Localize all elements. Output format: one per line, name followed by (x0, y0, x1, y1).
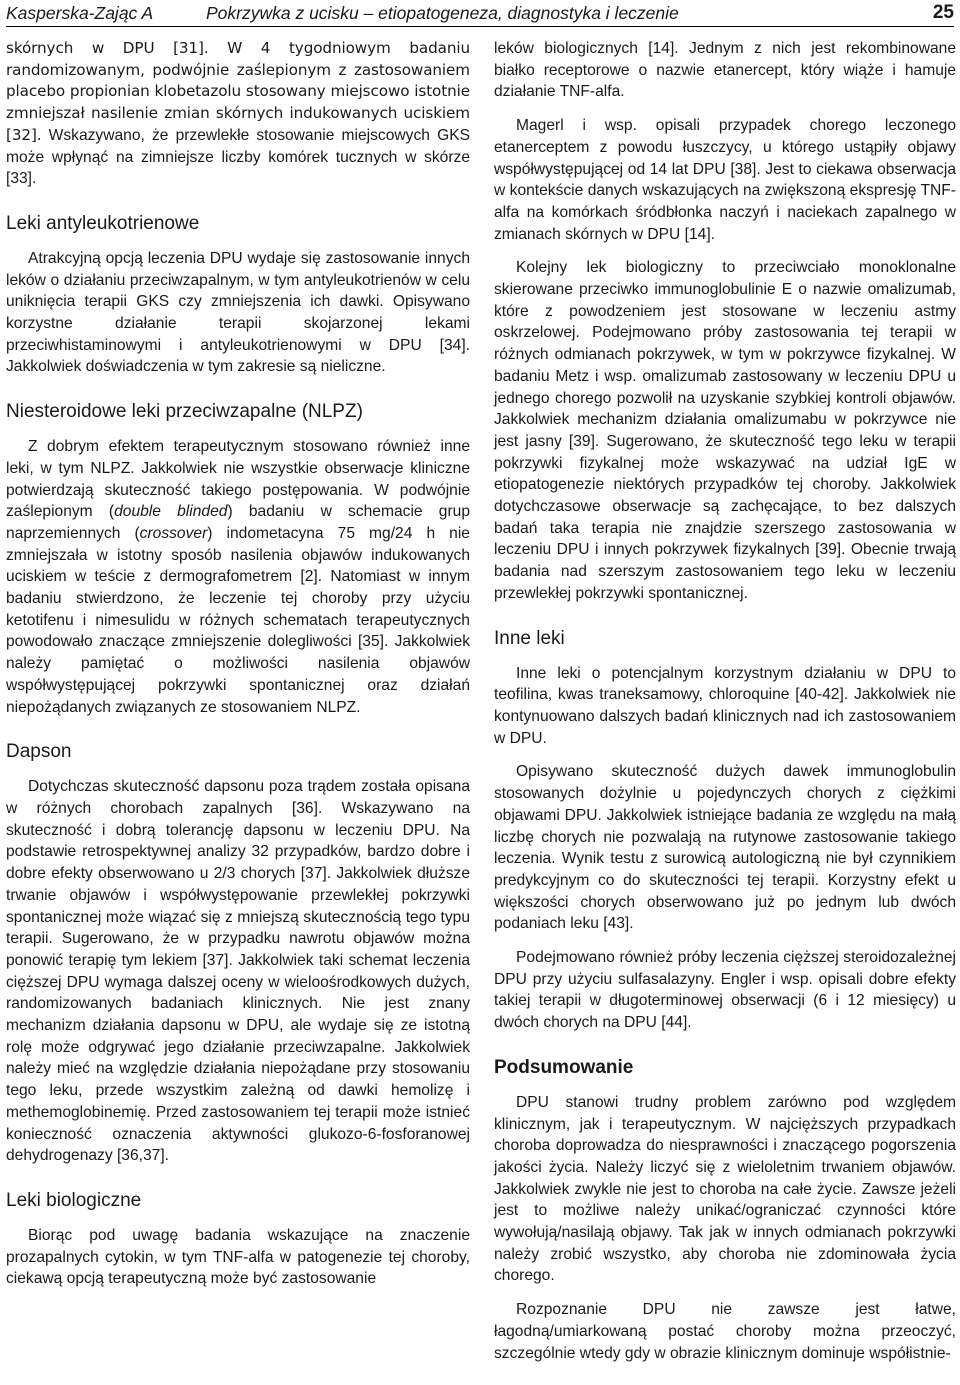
paragraph-summary: DPU stanowi trudny problem zarówno pod względem klinicznym, jak i terapeutycznym. W najcięższych przypadkach choroba doprowadza do niesprawności i znaczącego pogorszenia jakości życia. Należy liczyć się z wieloletnim trwaniem objawów. Jakkolwiek zwykle nie jest to choroba na całe życie. Zawsze jeżeli jest to możliwe należy unikać/ograniczać czynności które wywołują/nasilają objawy. Tak jak w innych odmianach pokrzywki należy zrobić wszystko, aby choroba nie zdominowała życia chorego. (494, 1093, 956, 1285)
paragraph-diagnosis: Rozpoznanie DPU nie zawsze jest łatwe, łagodną/umiarkowaną postać choroby można przeoczyć, szczególnie wtedy gdy w obrazie klinicznym dominuje współistnie- (494, 1301, 956, 1362)
heading-nsaid: Niesteroidowe leki przeciwzapalne (NLPZ) (6, 401, 363, 423)
heading-biologics: Leki biologiczne (6, 1189, 142, 1211)
paragraph-omalizumab: Kolejny lek biologiczny to przeciwciało monoklonalne skierowane przeciwko immunoglobulinie E o nazwie omalizumab, które z powodzeniem jest stosowane w leczeniu astmy oskrzelowej. Podejmowano próby zastosowania tej terapii w różnych odmianach pokrzywek, w tym w pokrzywce fizykalnej. W badaniu Metz i wsp. omalizumab zastosowany w leczeniu DPU u jednego chorego pozwolił na uzyskanie szybkiej kontroli objawów. Jakkolwiek mechanizm działania omalizumabu w pokrzywce nie jest jasny [39]. Sugerowano, że skuteczność tego leku w terapii pokrzywki fizykalnej może wskazywać na udział IgE w etiopatogenezie niektórych przypadków tej choroby. Jakkolwiek dotychczasowe obserwacje są zachęcające, to bez dalszych badań taka terapia nie znajdzie szerszego zastosowania w leczeniu DPU i innych pokrzywek fizykalnych [39]. Obecnie trwają badania nad szerszym zastosowaniem tego leku w leczeniu przewlekłej pokrzywki spontanicznej. (494, 259, 956, 602)
continuation-text-part1: skórnych w DPU [31]. W 4 tygodniowym badaniu randomizowanym, podwójnie zaślepionym z zastosowaniem placebo propionian klobetazolu stosowany miejscowo istotnie zmniejszał nasilenie zmian skórnych indukowanych uciskiem [32]. (6, 39, 470, 144)
right-column (494, 38, 956, 1385)
heading-antileukotriene: Leki antyleukotrienowe (6, 212, 200, 234)
nsaid-text-c: ) badaniu w schemacie grup naprzemiennych ( (6, 503, 471, 542)
nsaid-text-italic-2: crossover (139, 524, 208, 542)
paragraph-continuation (6, 38, 470, 190)
heading-dapsone: Dapson (6, 741, 72, 763)
running-header (6, 0, 954, 26)
continuation-text-part2: Wskazywano, że przewlekłe stosowanie miejscowych GKS może wpłynąć na zimniejsze liczby komórek tucznych w skórze [33]. (6, 126, 470, 188)
heading-summary: Podsumowanie (494, 1056, 634, 1078)
paragraph-other-drugs: Inne leki o potencjalnym korzystnym działaniu w DPU to teofilina, kwas traneksamowy, chloroquine [40-42]. Jakkolwiek nie kontynuowano dalszych badań klinicznych nad ich zastosowaniem w DPU. (494, 664, 956, 747)
nsaid-text-italic-1: double blinded (114, 503, 228, 521)
header-rule (6, 26, 954, 27)
heading-other-drugs: Inne leki (494, 627, 565, 649)
header-title: Pokrzywka z ucisku – etiopatogeneza, diagnostyka i leczenie (206, 2, 679, 23)
header-authors: Kasperska-Zając A (6, 2, 154, 23)
paragraph-nsaid (6, 436, 470, 718)
paragraph-magerl: Magerl i wsp. opisali przypadek chorego leczonego etanerceptem z powodu łuszczycy, u którego ustąpiły objawy współwystępującej od 14 lat DPU [38]. Jest to ciekawa obserwacja w kontekście danych wskazujących na zwiększoną ekspresję TNF-alfa na komórkach śródbłonka naczyń i naciekach zapalnego w zmianach skórnych w DPU [14]. (494, 117, 956, 243)
paragraph-etanercept-intro: leków biologicznych [14]. Jednym z nich jest rekombinowane białko receptorowe o nazwie etanercept, który wiąże i hamuje działanie TNF-alfa. (494, 40, 956, 101)
nsaid-text-e: ) indometacyna 75 mg/24 h nie zmniejszała w istotny sposób nasilenia objawów indukowanych uciskiem w teście z dermografometrem [2]. Natomiast w innym badaniu stwierdzono, że leczenie tej choroby przy użyciu ketotifenu i nimesulidu w różnych schematach terapeutycznych powodowało znaczące zmniejszenie dolegliwości [35]. Jakkolwiek należy pamiętać o możliwości nasilenia objawów współwystępującej pokrzywki spontanicznej oraz działań niepożądanych związanych ze stosowaniem NLPZ. (6, 524, 470, 716)
paragraph-sulfasalazine: Podejmowano również próby leczenia cięższej steroidozależnej DPU przy użyciu sulfasalazyny. Engler i wsp. opisali dobre efekty takiej terapii w długoterminowej obserwacji (6 i 12 miesięcy) u dwóch chorych na DPU [44]. (494, 949, 956, 1032)
paragraph-biologics: Biorąc pod uwagę badania wskazujące na znaczenie prozapalnych cytokin, w tym TNF-alfa w patogenezie tej choroby, ciekawą opcją terapeutyczną może być zastosowanie (6, 1226, 470, 1288)
left-column (6, 38, 470, 1385)
paragraph-antileukotriene: Atrakcyjną opcją leczenia DPU wydaje się zastosowanie innych leków o działaniu przeciwzapalnym, w tym antyleukotrienów w celu uniknięcia terapii GKS czy zmniejszenia ich dawki. Opisywano korzystne działanie terapii skojarzonej lekami przeciwhistaminowymi i antyleukotrienowymi w DPU [34]. Jakkolwiek doświadczenia w tym zakresie są nieliczne. (6, 249, 470, 376)
nsaid-text-a: Z dobrym efektem terapeutycznym stosowano również inne leki, w tym NLPZ. Jakkolwiek nie wszystkie obserwacje kliniczne potwierdzają skuteczność takiego postępowania. W podwójnie zaślepionym ( (6, 438, 470, 521)
paragraph-dapsone: Dotychczas skuteczność dapsonu poza trądem została opisana w różnych chorobach zapalnych [36]. Wskazywano na skuteczność i dobrą tolerancję dapsonu w leczeniu DPU. Na podstawie retrospektywnej analizy 32 przypadków, bardzo dobre i dobre efekty obserwowano u 2/3 chorych [37]. Jakkolwiek dłuższe trwanie objawów i współwystępowanie przewlekłej pokrzywki spontanicznej może wiązać się z mniejszą skutecznością tego typu terapii. Sugerowano, że w przypadku nawrotu objawów można ponowić terapię tym lekiem [37]. Jakkolwiek taki schemat leczenia cięższej DPU wymaga dalszej oceny w wieloośrodkowych dużych, randomizowanych badaniach klinicznych. Nie jest znany mechanizm działania dapsonu w DPU, ale wydaje się ze istotną rolę może odgrywać jego działanie przeciwzapalne. Jakkolwiek należy mieć na względzie działania niepożądane przy stosowaniu tego leku, przede wszystkim zależną od dawki hemolizę i methemoglobinemię. Przed zastosowaniem tej terapii może istnieć konieczność oznaczenia aktywności glukozo-6-fosforanowej dehydrogenazy [36,37]. (6, 778, 470, 1165)
page-number: 25 (932, 2, 954, 23)
paragraph-immunoglobulin: Opisywano skuteczność dużych dawek immunoglobulin stosowanych dożylnie u pojedynczych chorych z ciężkimi objawami DPU. Jakkolwiek istniejące badania ze względu na małą liczbę chorych nie pozwalają na rutynowe zastosowanie takiego leczenia. Wynik testu z surowicą autologiczną nie był czynnikiem predykcyjnym co do skuteczności tej terapii. Korzystny efekt u większości chorych obserwowano już po jednym lub dwóch podaniach leku [43]. (494, 763, 956, 933)
